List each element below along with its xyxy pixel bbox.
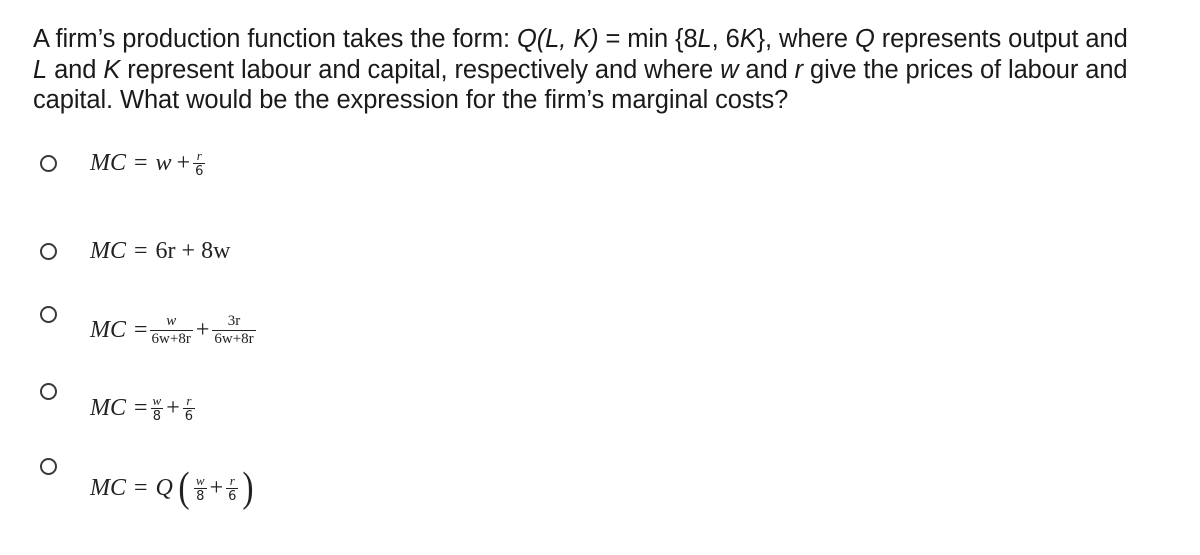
option-5-formula: MC = Q ( $\frac{w}{8}$ + $\frac{r}{6}$ )	[90, 465, 254, 511]
question-text: A firm’s production function takes the form: Q(L, K) = min {8L, 6K}, where Q represents output and L and K represent labour and capital, respectively and where w and r give the prices of labour and capital. What would be the expression for the firm’s marginal costs?	[33, 25, 1128, 114]
radio-button-option-2[interactable]	[40, 243, 57, 260]
option-1-formula: MC = w + $\frac{r}{6}$	[90, 147, 204, 179]
radio-button-option-3[interactable]	[40, 306, 57, 323]
radio-button-option-5[interactable]	[40, 458, 57, 475]
option-2-formula: MC = 6r + 8w	[90, 237, 231, 264]
option-3-formula: MC = $\frac{w}{6w+8r}$ + $\frac{3r}{6w+8r}$	[90, 312, 254, 347]
option-4-formula: MC = $\frac{w}{8}$ + $\frac{r}{6}$	[90, 392, 194, 424]
radio-button-option-1[interactable]	[40, 155, 57, 172]
radio-button-option-4[interactable]	[40, 383, 57, 400]
